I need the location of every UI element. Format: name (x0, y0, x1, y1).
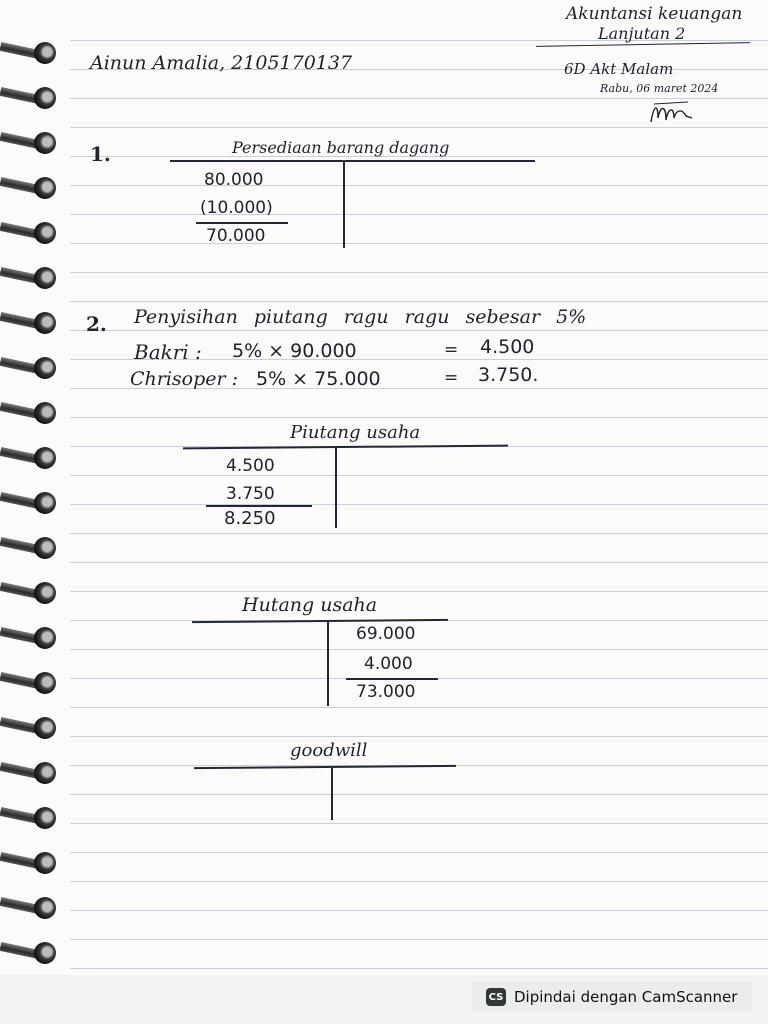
q1-debit-total: 70.000 (206, 226, 266, 246)
goodwill-t-account-divider (331, 768, 333, 820)
chrisoper-calc: 5% × 75.000 (256, 368, 381, 390)
spiral-ring (0, 670, 70, 698)
bakri-equals: = (444, 340, 459, 360)
camscanner-watermark (472, 982, 752, 1012)
spiral-ring (0, 625, 70, 653)
ruled-line (70, 185, 768, 186)
student-name: Ainun Amalia, 2105170137 (90, 52, 353, 74)
chrisoper-equals: = (444, 368, 459, 388)
spiral-ring (0, 175, 70, 203)
ruled-line (70, 939, 768, 940)
ruled-line (70, 475, 768, 476)
ruled-line (70, 910, 768, 911)
ruled-line (70, 649, 768, 650)
ruled-line (70, 736, 768, 737)
ruled-line (70, 591, 768, 592)
spiral-ring (0, 850, 70, 878)
ruled-line (70, 301, 768, 302)
spiral-ring (0, 760, 70, 788)
goodwill-account-title: goodwill (290, 740, 368, 761)
spiral-ring (0, 310, 70, 338)
spiral-ring (0, 130, 70, 158)
chrisoper-result: 3.750. (478, 364, 539, 386)
q1-sum-line (196, 222, 288, 224)
ruled-line (70, 417, 768, 418)
spiral-ring (0, 940, 70, 968)
q1-debit-2: (10.000) (200, 198, 273, 218)
spiral-ring (0, 85, 70, 113)
class-name: 6D Akt Malam (564, 60, 674, 78)
hutang-sum-line (346, 678, 438, 680)
spiral-ring (0, 895, 70, 923)
course-subtitle: Lanjutan 2 (598, 24, 686, 43)
piutang-debit-1: 4.500 (226, 456, 275, 476)
piutang-account-title: Piutang usaha (290, 422, 421, 443)
ruled-line (70, 707, 768, 708)
spiral-ring (0, 805, 70, 833)
spiral-ring (0, 490, 70, 518)
ruled-line (70, 214, 768, 215)
ruled-line (70, 562, 768, 563)
ruled-line (70, 243, 768, 244)
piutang-debit-total: 8.250 (224, 508, 276, 529)
piutang-t-account-divider (335, 448, 337, 528)
q1-t-account-divider (343, 162, 345, 248)
spiral-ring (0, 535, 70, 563)
spiral-ring (0, 355, 70, 383)
ruled-line (70, 794, 768, 795)
signature (648, 98, 698, 128)
ruled-line (70, 504, 768, 505)
camscanner-text: Dipindai dengan CamScanner (514, 988, 738, 1006)
q1-account-title: Persediaan barang dagang (232, 138, 450, 157)
ruled-line (70, 852, 768, 853)
hutang-credit-2: 4.000 (364, 654, 413, 674)
spiral-ring (0, 715, 70, 743)
hutang-credit-1: 69.000 (356, 624, 416, 644)
piutang-sum-line (206, 505, 312, 507)
ruled-line (70, 968, 768, 969)
ruled-line (70, 272, 768, 273)
ruled-line (70, 823, 768, 824)
course-title: Akuntansi keuangan (566, 4, 743, 24)
hutang-t-account-divider (327, 622, 329, 706)
q1-t-account-top (170, 160, 535, 162)
spiral-ring (0, 265, 70, 293)
bakri-calc: 5% × 90.000 (232, 340, 357, 362)
chrisoper-label: Chrisoper : (130, 368, 239, 390)
ruled-line (70, 881, 768, 882)
piutang-debit-2: 3.750 (226, 484, 275, 504)
camscanner-logo-icon: CS (486, 988, 506, 1006)
q2-number: 2. (86, 312, 107, 336)
spiral-ring (0, 580, 70, 608)
bakri-result: 4.500 (480, 336, 535, 358)
spiral-ring (0, 220, 70, 248)
spiral-ring (0, 400, 70, 428)
hutang-account-title: Hutang usaha (242, 594, 378, 616)
q2-heading: Penyisihan piutang ragu ragu sebesar 5% (134, 306, 587, 328)
spiral-ring (0, 445, 70, 473)
q1-number: 1. (90, 142, 111, 166)
date: Rabu, 06 maret 2024 (600, 82, 719, 95)
bakri-label: Bakri : (134, 340, 202, 364)
ruled-line (70, 533, 768, 534)
hutang-credit-total: 73.000 (356, 682, 416, 702)
q1-debit-1: 80.000 (204, 170, 264, 190)
spiral-ring (0, 40, 70, 68)
ruled-line (70, 330, 768, 331)
